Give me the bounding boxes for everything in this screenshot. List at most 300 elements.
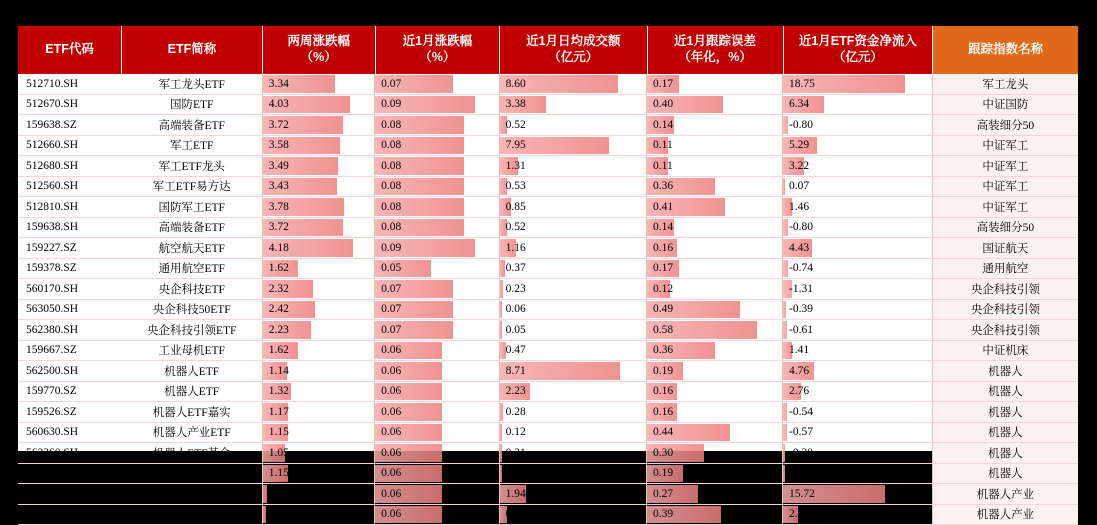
cell-value: 0.19	[653, 364, 674, 377]
cell-etf-name: 央企科技引领ETF	[122, 320, 263, 341]
etf-table	[18, 26, 1078, 525]
cell-etf-name: 央企科技50ETF	[122, 299, 263, 320]
cell-etf-code: 562500.SH	[18, 361, 122, 382]
cell-etf-name: 央企科技ETF	[122, 279, 263, 300]
cell-avg-turnover	[500, 94, 647, 115]
cell-net-inflow	[783, 115, 933, 136]
cell-tracking-error	[647, 74, 783, 94]
cell-avg-turnover	[500, 463, 647, 484]
cell-value: -0.39	[789, 303, 813, 316]
cell-value: 0.09	[381, 241, 402, 254]
cell-avg-turnover	[500, 443, 647, 464]
cell-value: 0.06	[381, 385, 402, 398]
cell-etf-name: 国防军工ETF	[122, 197, 263, 218]
cell-avg-turnover	[500, 381, 647, 402]
cell-tracking-error	[647, 422, 783, 443]
cell-avg-turnover	[500, 361, 647, 382]
cell-index-name: 中证军工	[933, 135, 1078, 156]
cell-net-inflow	[783, 217, 933, 238]
cell-1month-change	[375, 74, 499, 94]
cell-etf-name: 机器人ETF易方达	[122, 484, 263, 505]
cell-index-name: 机器人	[933, 463, 1078, 484]
cell-tracking-error	[647, 197, 783, 218]
cell-value: 15.72	[789, 487, 815, 500]
cell-value: 0.52	[505, 118, 526, 131]
cell-2week-change	[262, 135, 375, 156]
cell-etf-code: 159227.SZ	[18, 238, 122, 259]
column-header-2: 两周涨跌幅 （%）	[262, 26, 375, 74]
cell-index-name: 央企科技引领	[933, 279, 1078, 300]
cell-value: 0.16	[653, 241, 674, 254]
cell-1month-change	[375, 258, 499, 279]
cell-value: 0.06	[381, 508, 402, 521]
cell-value: 0.85	[505, 200, 526, 213]
cell-index-name: 国证航天	[933, 238, 1078, 259]
cell-etf-code: 159667.SZ	[18, 340, 122, 361]
cell-index-name: 中证机床	[933, 340, 1078, 361]
cell-index-name: 机器人	[933, 422, 1078, 443]
cell-value: 0.40	[653, 98, 674, 111]
etf-table-container	[18, 26, 1078, 522]
cell-value: 0.11	[653, 159, 673, 172]
cell-value: 0.17	[653, 262, 674, 275]
cell-value: 0.06	[381, 426, 402, 439]
cell-2week-change	[262, 504, 375, 525]
cell-2week-change	[262, 279, 375, 300]
table-row	[18, 402, 1078, 423]
cell-value: 0.12	[505, 426, 526, 439]
cell-value: 0.08	[381, 221, 402, 234]
cell-value: -0.11	[789, 467, 813, 480]
cell-net-inflow	[783, 156, 933, 177]
cell-avg-turnover	[500, 238, 647, 259]
cell-value: 0.14	[653, 118, 674, 131]
cell-value: 1.15	[268, 467, 289, 480]
cell-value: 8.71	[505, 364, 526, 377]
cell-value: 0.55	[505, 508, 526, 521]
cell-value: 0.06	[381, 344, 402, 357]
cell-value: 0.08	[381, 118, 402, 131]
cell-etf-code: 159530.SZ	[18, 484, 122, 505]
table-row	[18, 258, 1078, 279]
cell-value: 1.46	[789, 200, 810, 213]
cell-2week-change	[262, 320, 375, 341]
cell-2week-change	[262, 258, 375, 279]
cell-value: 0.08	[381, 159, 402, 172]
cell-avg-turnover	[500, 115, 647, 136]
cell-tracking-error	[647, 258, 783, 279]
cell-value: -0.30	[789, 446, 813, 459]
cell-1month-change	[375, 340, 499, 361]
cell-avg-turnover	[500, 156, 647, 177]
cell-value: 0.07	[381, 77, 402, 90]
cell-value: -0.80	[789, 118, 813, 131]
cell-value: 4.03	[268, 98, 289, 111]
cell-etf-code: 563050.SH	[18, 299, 122, 320]
cell-net-inflow	[783, 381, 933, 402]
cell-net-inflow	[783, 74, 933, 94]
cell-value: 2.32	[268, 282, 289, 295]
cell-net-inflow	[783, 340, 933, 361]
cell-index-name: 机器人	[933, 443, 1078, 464]
cell-value: 0.23	[505, 282, 526, 295]
cell-etf-name: 机器人ETF	[122, 381, 263, 402]
cell-value: 2.42	[268, 303, 289, 316]
cell-index-name: 机器人	[933, 361, 1078, 382]
cell-etf-name: 机器人ETF嘉实	[122, 402, 263, 423]
cell-index-name: 中证国防	[933, 94, 1078, 115]
cell-2week-change	[262, 156, 375, 177]
cell-1month-change	[375, 238, 499, 259]
cell-value: 0.19	[653, 467, 674, 480]
cell-value: 1.41	[789, 344, 810, 357]
cell-net-inflow	[783, 299, 933, 320]
cell-value: 8.60	[505, 77, 526, 90]
cell-index-name: 机器人	[933, 381, 1078, 402]
cell-net-inflow	[783, 279, 933, 300]
table-row	[18, 217, 1078, 238]
cell-1month-change	[375, 176, 499, 197]
cell-etf-code: 512680.SH	[18, 156, 122, 177]
cell-value: -0.57	[789, 426, 813, 439]
cell-value: 0.39	[653, 508, 674, 521]
cell-avg-turnover	[500, 484, 647, 505]
cell-value: 0.09	[381, 98, 402, 111]
cell-2week-change	[262, 197, 375, 218]
cell-tracking-error	[647, 361, 783, 382]
cell-1month-change	[375, 484, 499, 505]
cell-etf-code: 560630.SH	[18, 422, 122, 443]
cell-value: 0.05	[505, 323, 526, 336]
cell-etf-name: 高端装备ETF	[122, 115, 263, 136]
cell-2week-change	[262, 402, 375, 423]
cell-avg-turnover	[500, 258, 647, 279]
cell-value: 0.07	[381, 323, 402, 336]
column-header-1: ETF简称	[122, 26, 263, 74]
cell-1month-change	[375, 217, 499, 238]
cell-2week-change	[262, 176, 375, 197]
cell-net-inflow	[783, 361, 933, 382]
cell-index-name: 中证军工	[933, 176, 1078, 197]
cell-value: 0.06	[381, 467, 402, 480]
cell-1month-change	[375, 381, 499, 402]
cell-etf-code: 512660.SH	[18, 135, 122, 156]
table-row	[18, 361, 1078, 382]
cell-tracking-error	[647, 402, 783, 423]
cell-etf-code: 159526.SZ	[18, 402, 122, 423]
cell-etf-code: 159770.SZ	[18, 381, 122, 402]
cell-tracking-error	[647, 176, 783, 197]
cell-value: 0.17	[268, 508, 289, 521]
cell-value: 0.06	[381, 487, 402, 500]
cell-avg-turnover	[500, 197, 647, 218]
table-row	[18, 135, 1078, 156]
cell-etf-name: 军工ETF龙头	[122, 156, 263, 177]
cell-value: 0.28	[505, 405, 526, 418]
cell-value: 0.36	[653, 344, 674, 357]
cell-value: 1.62	[268, 262, 289, 275]
cell-value: 1.16	[505, 241, 526, 254]
cell-1month-change	[375, 299, 499, 320]
cell-value: 4.43	[789, 241, 810, 254]
cell-net-inflow	[783, 402, 933, 423]
cell-value: 0.07	[381, 282, 402, 295]
cell-net-inflow	[783, 176, 933, 197]
cell-net-inflow	[783, 258, 933, 279]
table-row	[18, 320, 1078, 341]
cell-avg-turnover	[500, 422, 647, 443]
cell-1month-change	[375, 422, 499, 443]
cell-index-name: 机器人产业	[933, 484, 1078, 505]
cell-etf-name: 军工ETF易方达	[122, 176, 263, 197]
cell-value: 0.11	[653, 139, 673, 152]
cell-etf-code: 512560.SH	[18, 176, 122, 197]
cell-value: 0.30	[653, 446, 674, 459]
cell-etf-name: 军工ETF	[122, 135, 263, 156]
cell-value: 0.16	[653, 405, 674, 418]
cell-value: 0.06	[381, 364, 402, 377]
cell-value: 1.31	[505, 159, 526, 172]
table-row	[18, 299, 1078, 320]
cell-2week-change	[262, 381, 375, 402]
cell-value: -0.61	[789, 323, 813, 336]
cell-index-name: 中证军工	[933, 156, 1078, 177]
cell-value: 0.36	[653, 180, 674, 193]
cell-avg-turnover	[500, 299, 647, 320]
table-row	[18, 422, 1078, 443]
cell-tracking-error	[647, 504, 783, 525]
cell-net-inflow	[783, 135, 933, 156]
cell-value: 0.16	[653, 385, 674, 398]
cell-value: 0.52	[505, 221, 526, 234]
cell-value: 0.53	[505, 180, 526, 193]
cell-tracking-error	[647, 381, 783, 402]
cell-tracking-error	[647, 238, 783, 259]
cell-etf-name: 机器人50ETF	[122, 504, 263, 525]
cell-avg-turnover	[500, 340, 647, 361]
cell-value: -1.31	[789, 282, 813, 295]
table-row	[18, 74, 1078, 94]
cell-2week-change	[262, 299, 375, 320]
cell-net-inflow	[783, 94, 933, 115]
cell-etf-name: 国防ETF	[122, 94, 263, 115]
table-row	[18, 115, 1078, 136]
cell-value: 0.47	[505, 344, 526, 357]
cell-net-inflow	[783, 238, 933, 259]
cell-etf-code: 512670.SH	[18, 94, 122, 115]
cell-value: 0.06	[381, 446, 402, 459]
cell-value: 0.06	[505, 303, 526, 316]
table-header-row	[18, 26, 1078, 74]
cell-value: 1.15	[268, 426, 289, 439]
cell-avg-turnover	[500, 504, 647, 525]
column-header-7: 跟踪指数名称	[933, 26, 1078, 74]
cell-value: -0.74	[789, 262, 813, 275]
cell-value: 2.23	[268, 323, 289, 336]
cell-value: 3.58	[268, 139, 289, 152]
cell-value: 0.05	[381, 262, 402, 275]
cell-1month-change	[375, 443, 499, 464]
cell-avg-turnover	[500, 402, 647, 423]
cell-value: 1.14	[268, 364, 289, 377]
cell-etf-name: 工业母机ETF	[122, 340, 263, 361]
cell-1month-change	[375, 279, 499, 300]
cell-value: 5.29	[789, 139, 810, 152]
cell-etf-code: 159559.SZ	[18, 504, 122, 525]
cell-tracking-error	[647, 217, 783, 238]
cell-tracking-error	[647, 135, 783, 156]
cell-etf-name: 通用航空ETF	[122, 258, 263, 279]
cell-etf-code: 512810.SH	[18, 197, 122, 218]
cell-2week-change	[262, 74, 375, 94]
cell-value: -0.54	[789, 405, 813, 418]
cell-value: -0.80	[789, 221, 813, 234]
cell-tracking-error	[647, 463, 783, 484]
cell-value: 0.07	[381, 303, 402, 316]
cell-avg-turnover	[500, 279, 647, 300]
cell-value: 0.21	[505, 446, 526, 459]
cell-value: 0.44	[653, 426, 674, 439]
cell-tracking-error	[647, 115, 783, 136]
cell-1month-change	[375, 197, 499, 218]
cell-1month-change	[375, 135, 499, 156]
cell-etf-code: 562380.SH	[18, 320, 122, 341]
cell-value: 4.76	[789, 364, 810, 377]
cell-2week-change	[262, 238, 375, 259]
cell-2week-change	[262, 463, 375, 484]
cell-2week-change	[262, 340, 375, 361]
cell-2week-change	[262, 94, 375, 115]
cell-value: 1.05	[268, 446, 289, 459]
cell-index-name: 机器人产业	[933, 504, 1078, 525]
cell-etf-code: 159551.SZ	[18, 463, 122, 484]
cell-tracking-error	[647, 156, 783, 177]
cell-1month-change	[375, 402, 499, 423]
cell-etf-name: 航空航天ETF	[122, 238, 263, 259]
cell-net-inflow	[783, 463, 933, 484]
cell-index-name: 军工龙头	[933, 74, 1078, 94]
cell-net-inflow	[783, 484, 933, 505]
cell-2week-change	[262, 484, 375, 505]
cell-etf-code: 512710.SH	[18, 74, 122, 94]
cell-etf-code: 159638.SH	[18, 217, 122, 238]
cell-value: 0.08	[381, 180, 402, 193]
cell-tracking-error	[647, 443, 783, 464]
cell-net-inflow	[783, 197, 933, 218]
cell-2week-change	[262, 217, 375, 238]
cell-index-name: 央企科技引领	[933, 320, 1078, 341]
table-row	[18, 340, 1078, 361]
table-row	[18, 156, 1078, 177]
column-header-4: 近1月日均成交额 （亿元）	[500, 26, 647, 74]
cell-etf-name: 机器人ETF基金	[122, 443, 263, 464]
table-row	[18, 94, 1078, 115]
cell-1month-change	[375, 115, 499, 136]
cell-index-name: 中证军工	[933, 197, 1078, 218]
cell-net-inflow	[783, 504, 933, 525]
cell-value: 0.08	[381, 139, 402, 152]
table-row	[18, 504, 1078, 525]
cell-index-name: 央企科技引领	[933, 299, 1078, 320]
table-row	[18, 484, 1078, 505]
cell-value: 3.22	[789, 159, 810, 172]
cell-tracking-error	[647, 94, 783, 115]
cell-value: 0.49	[653, 303, 674, 316]
cell-etf-code: 562360.SH	[18, 443, 122, 464]
cell-value: 4.18	[268, 241, 289, 254]
cell-value: 3.38	[505, 98, 526, 111]
column-header-6: 近1月ETF资金净流入 （亿元）	[783, 26, 933, 74]
cell-avg-turnover	[500, 320, 647, 341]
cell-net-inflow	[783, 443, 933, 464]
cell-value: 2.26	[789, 508, 810, 521]
table-row	[18, 443, 1078, 464]
table-body	[18, 74, 1078, 525]
cell-value: 3.72	[268, 118, 289, 131]
cell-2week-change	[262, 115, 375, 136]
cell-2week-change	[262, 361, 375, 382]
cell-value: 0.22	[268, 487, 289, 500]
table-row	[18, 238, 1078, 259]
cell-etf-code: 159378.SZ	[18, 258, 122, 279]
cell-value: 3.34	[268, 77, 289, 90]
cell-value: 2.23	[505, 385, 526, 398]
cell-value: 3.49	[268, 159, 289, 172]
cell-tracking-error	[647, 279, 783, 300]
cell-value: 18.75	[789, 77, 815, 90]
cell-value: 0.07	[789, 180, 810, 193]
cell-value: 0.06	[381, 405, 402, 418]
column-header-0: ETF代码	[18, 26, 122, 74]
cell-etf-name: 机器人产业ETF	[122, 463, 263, 484]
cell-tracking-error	[647, 299, 783, 320]
cell-value: 0.14	[653, 221, 674, 234]
cell-value: 2.76	[789, 385, 810, 398]
cell-index-name: 通用航空	[933, 258, 1078, 279]
table-row	[18, 197, 1078, 218]
cell-value: 0.08	[381, 200, 402, 213]
cell-value: 0.58	[653, 323, 674, 336]
cell-value: 7.95	[505, 139, 526, 152]
cell-etf-code: 159638.SZ	[18, 115, 122, 136]
cell-1month-change	[375, 504, 499, 525]
cell-value: 6.34	[789, 98, 810, 111]
cell-net-inflow	[783, 320, 933, 341]
cell-index-name: 机器人	[933, 402, 1078, 423]
cell-2week-change	[262, 443, 375, 464]
cell-avg-turnover	[500, 176, 647, 197]
cell-tracking-error	[647, 484, 783, 505]
cell-value: 0.41	[653, 200, 674, 213]
cell-tracking-error	[647, 340, 783, 361]
cell-value: 1.62	[268, 344, 289, 357]
cell-etf-name: 军工龙头ETF	[122, 74, 263, 94]
cell-value: 1.32	[268, 385, 289, 398]
cell-avg-turnover	[500, 217, 647, 238]
cell-net-inflow	[783, 422, 933, 443]
table-row	[18, 381, 1078, 402]
cell-value: 1.94	[505, 487, 526, 500]
cell-2week-change	[262, 422, 375, 443]
cell-value: 0.12	[653, 282, 674, 295]
cell-etf-name: 机器人产业ETF	[122, 422, 263, 443]
cell-tracking-error	[647, 320, 783, 341]
column-header-3: 近1月涨跌幅 （%）	[375, 26, 499, 74]
cell-value: 0.17	[505, 467, 526, 480]
cell-1month-change	[375, 320, 499, 341]
cell-index-name: 高装细分50	[933, 217, 1078, 238]
cell-1month-change	[375, 94, 499, 115]
